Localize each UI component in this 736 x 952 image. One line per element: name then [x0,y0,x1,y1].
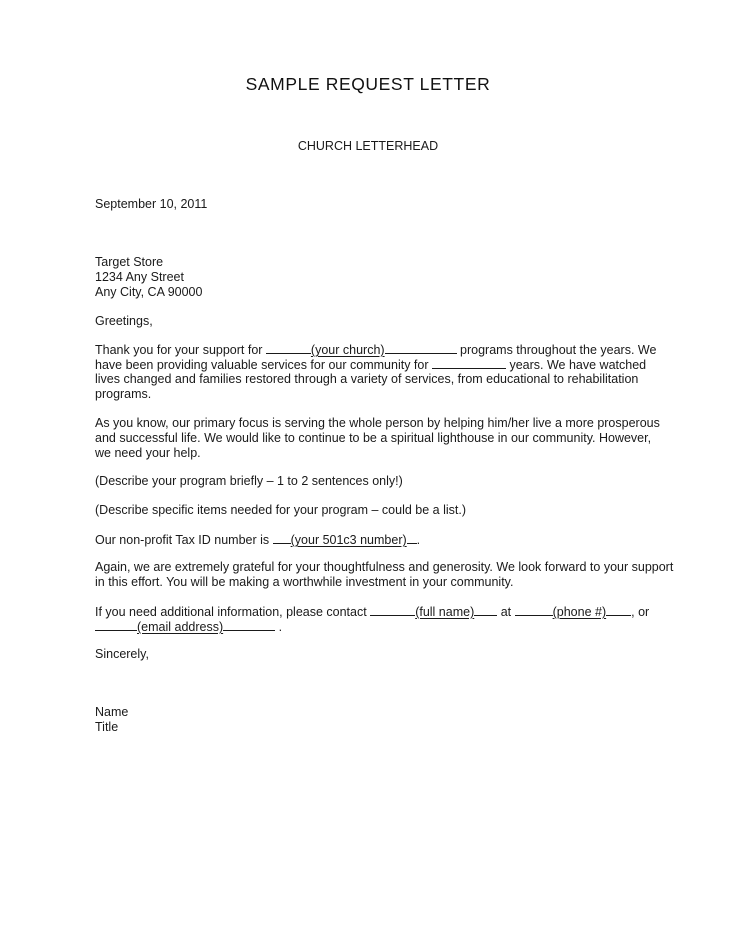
fill-in-blank [266,342,311,354]
full-name-field: (full name) [415,605,475,619]
items-needed-placeholder: (Describe specific items needed for your program – could be a list.) [95,503,466,517]
fill-in-blank [606,604,631,616]
paragraph-contact-line-1 [95,604,649,620]
text-segment: . [275,620,283,634]
text-segment: at [497,605,515,619]
paragraph-gratitude-line-2: in this effort. You will be making a worthwhile investment in your community. [95,575,514,589]
paragraph-support-line-2 [95,357,646,373]
fill-in-blank [474,604,497,616]
paragraph-focus-line-3: we need your help. [95,446,201,460]
text-segment: have been providing valuable services for our community for [95,358,432,372]
recipient-line-1: Target Store [95,255,164,269]
fill-in-blank [273,532,291,544]
phone-field: (phone #) [552,605,607,619]
text-segment: . [416,533,421,547]
closing: Sincerely, [95,647,149,661]
letterhead-placeholder: CHURCH LETTERHEAD [297,139,439,153]
tax-id-line [95,532,420,548]
fill-in-blank [407,532,417,544]
church-name-field: (your church) [310,343,385,357]
fill-in-blank [385,342,457,354]
text-segment: years. We have watched [505,358,647,372]
recipient-line-3: Any City, CA 90000 [95,285,203,299]
text-segment: Our non-profit Tax ID number is [95,533,273,547]
recipient-line-2: 1234 Any Street [95,270,184,284]
document-title: SAMPLE REQUEST LETTER [245,74,491,94]
program-description-placeholder: (Describe your program briefly – 1 to 2 sentences only!) [95,474,403,488]
paragraph-focus-line-2: and successful life. We would like to continue to be a spiritual lighthouse in our community. However, [95,431,652,445]
tax-id-field: (your 501c3 number) [290,533,407,547]
paragraph-contact-line-2 [95,619,282,635]
paragraph-gratitude-line-1: Again, we are extremely grateful for your thoughtfulness and generosity. We look forward to your support [95,560,674,574]
greeting: Greetings, [95,314,153,328]
signer-name: Name [95,705,129,719]
text-segment: If you need additional information, please contact [95,605,371,619]
signer-title: Title [95,720,119,734]
fill-in-blank [95,619,137,631]
letter-date: September 10, 2011 [95,197,208,211]
fill-in-blank [223,619,275,631]
paragraph-support-line-1 [95,342,656,358]
paragraph-support-line-4: programs. [95,387,152,401]
fill-in-blank [515,604,553,616]
years-blank [432,357,506,369]
paragraph-support-line-3: lives changed and families restored through a variety of services, from educational to rehabilitation [95,372,639,386]
fill-in-blank [370,604,415,616]
email-field: (email address) [137,620,224,634]
text-segment: programs throughout the years. We [456,343,657,357]
text-segment: , or [631,605,650,619]
paragraph-focus-line-1: As you know, our primary focus is serving the whole person by helping him/her live a more prosperous [95,416,660,430]
text-segment: Thank you for your support for [95,343,266,357]
